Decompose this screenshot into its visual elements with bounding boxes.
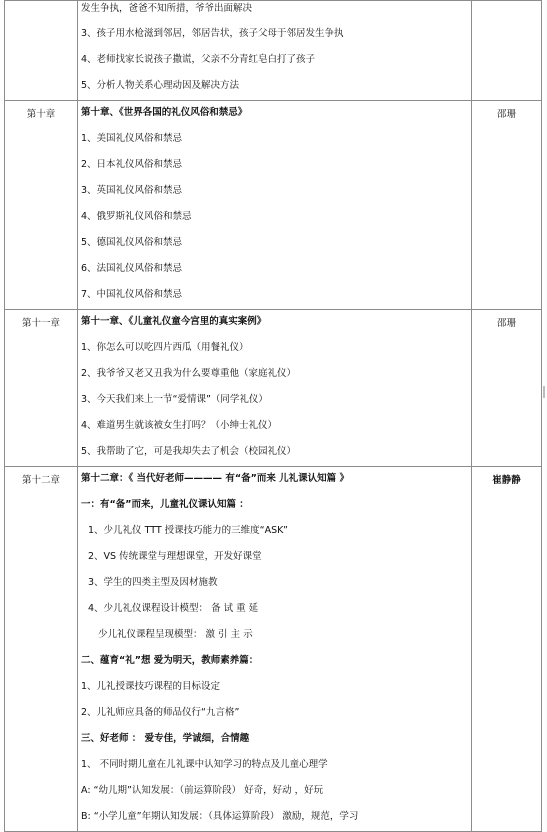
chapter-cell: 第十二章 xyxy=(5,467,78,832)
chapter-heading: 第十章、《世界各国的礼仪风俗和禁忌》 xyxy=(81,107,248,118)
content-line: 2、VS 传统课堂与理想课堂，开发好课堂 xyxy=(88,551,262,562)
content-line: 3、孩子用水枪滋到邻居，邻居告状，孩子父母于邻居发生争执 xyxy=(81,28,344,39)
content-cell xyxy=(78,310,472,467)
chapter-row xyxy=(5,1,542,101)
content-line: 4、难道男生就该被女生打吗？（小绅士礼仪） xyxy=(81,420,278,431)
content-cell xyxy=(78,467,472,832)
course-outline-table xyxy=(4,0,542,832)
content-cell xyxy=(78,1,472,101)
content-line: 6、法国礼仪风俗和禁忌 xyxy=(81,263,183,274)
content-line: 1、美国礼仪风俗和禁忌 xyxy=(81,133,183,144)
content-cell xyxy=(78,101,472,310)
content-line: 2、日本礼仪风俗和禁忌 xyxy=(81,159,183,170)
content-line: 二、蕴育“礼”想 爱为明天，教师素养篇： xyxy=(81,655,259,666)
chapter-cell: 第十一章 xyxy=(5,310,78,467)
page-edge-mark xyxy=(543,386,545,398)
chapter-heading: 第十一章、《儿童礼仪童今宫里的真实案例》 xyxy=(81,316,267,327)
chapter-row xyxy=(5,310,542,467)
content-line: 4、老师找家长说孩子撒谎，父亲不分青红皂白打了孩子 xyxy=(81,54,316,65)
content-line: A: “幼儿期”认知发展：（前运算阶段） 好奇，好动 ，好玩 xyxy=(81,785,324,796)
content-line: 2、我爷爷又老又丑我为什么要尊重他（家庭礼仪） xyxy=(81,368,297,379)
content-line: 5、分析人物关系心理动因及解决方法 xyxy=(81,80,240,91)
chapter-heading: 第十二章：《 当代好老师———— 有“备”而来 儿礼课认知篇 》 xyxy=(81,473,349,484)
content-line: 4、俄罗斯礼仪风俗和禁忌 xyxy=(81,211,192,222)
content-line: 1、 不同时期儿童在儿礼课中认知学习的特点及儿童心理学 xyxy=(81,759,328,770)
teacher-cell: 邵珊 xyxy=(472,310,542,467)
content-line: 7、中国礼仪风俗和禁忌 xyxy=(81,289,183,300)
teacher-cell: 崔静静 xyxy=(472,467,542,832)
content-line: 少儿礼仪课程呈现模型： 激 引 主 示 xyxy=(98,629,253,640)
content-line: B: “小学儿童”年期认知发展：（具体运算阶段） 激励，规范，学习 xyxy=(81,811,359,822)
teacher-cell xyxy=(472,1,542,101)
chapter-row xyxy=(5,101,542,310)
content-line: 4、少儿礼仪课程设计模型： 备 试 重 延 xyxy=(88,603,259,614)
content-line: 1、你怎么可以吃四片西瓜（用餐礼仪） xyxy=(81,342,249,353)
chapter-row xyxy=(5,467,542,832)
content-line: 一：有“备”而来，儿童礼仪课认知篇 ： xyxy=(81,499,249,510)
content-line: 3、今天我们来上一节“爱情课”（同学礼仪） xyxy=(81,394,268,405)
chapter-cell: 第十章 xyxy=(5,101,78,310)
content-line: 3、英国礼仪风俗和禁忌 xyxy=(81,185,183,196)
content-line: 2、儿礼师应具备的师品仪行“九言格” xyxy=(81,707,240,718)
content-line: 5、德国礼仪风俗和禁忌 xyxy=(81,237,183,248)
content-line: 1、少儿礼仪 TTT 授课技巧能力的三维度“ASK” xyxy=(88,525,288,536)
content-line: 1、儿礼授课技巧课程的目标设定 xyxy=(81,681,221,692)
content-line: 3、学生的四类主型及因材施教 xyxy=(88,577,218,588)
content-line: 发生争执，爸爸不知所措，爷爷出面解决 xyxy=(81,3,253,14)
teacher-cell: 邵珊 xyxy=(472,101,542,310)
chapter-cell xyxy=(5,1,78,101)
content-line: 三、好老师 ： 爱专佳，学诚细，合情趣 xyxy=(81,733,250,744)
content-line: 5、我帮助了它，可是我却失去了机会（校园礼仪） xyxy=(81,446,297,457)
